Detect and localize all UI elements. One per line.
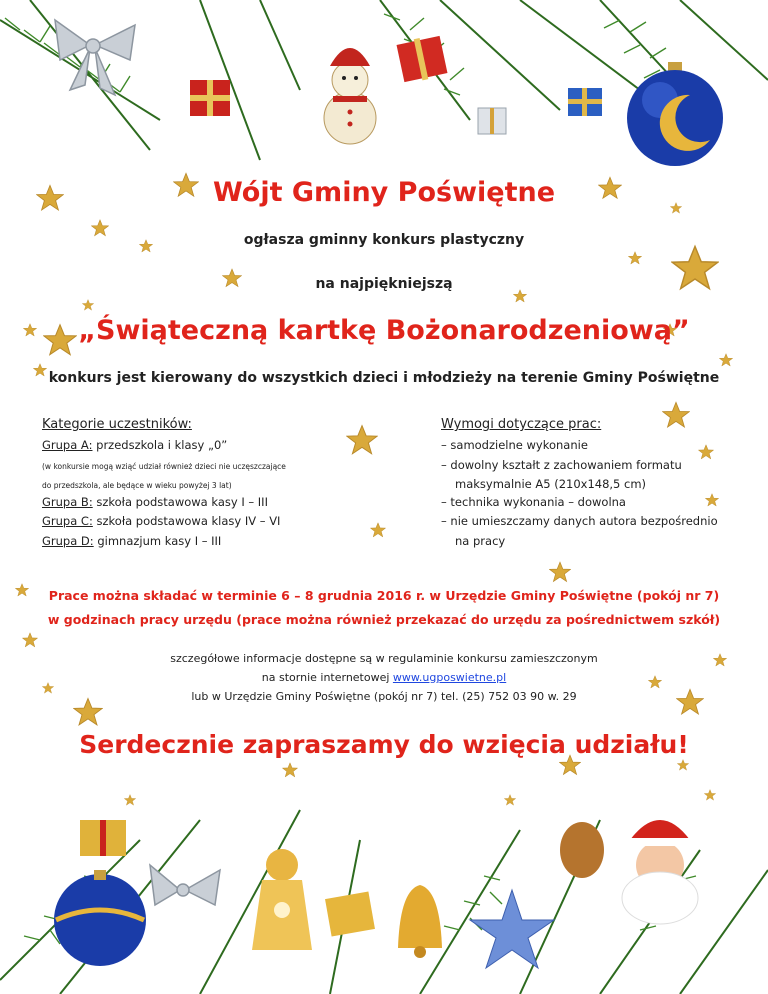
- gold-star-icon: [22, 632, 38, 648]
- gold-gift-icon: [325, 891, 375, 936]
- gold-star-icon: [698, 444, 714, 460]
- red-gift-icon: [190, 80, 230, 116]
- group-d-label: Grupa D:: [42, 534, 94, 548]
- silver-gift-icon: [478, 108, 506, 134]
- gold-gift-icon: [80, 820, 126, 856]
- gold-star-icon: [282, 762, 298, 778]
- requirements-heading: Wymogi dotyczące prac:: [441, 417, 602, 432]
- gold-star-icon: [124, 794, 136, 806]
- group-a-text: przedszkola i klasy „0”: [92, 438, 228, 452]
- group-d-text: gimnazjum kasy I – III: [93, 534, 222, 548]
- gold-star-icon: [549, 561, 571, 583]
- group-b: [42, 495, 268, 509]
- gold-star-icon: [662, 401, 690, 429]
- group-a-note: do przedszkola, ale będące w wieku powyżej 3 lat): [42, 481, 232, 490]
- requirement-item: – nie umieszczamy danych autora bezpośrednio: [441, 514, 718, 528]
- gold-star-icon: [82, 299, 94, 311]
- deadline-text: Prace można składać w terminie 6 – 8 grudnia 2016 r. w Urzędzie Gminy Poświętne (pokój nr 7): [48, 588, 720, 603]
- contest-name: „Świąteczną kartkę Bożonarodzeniową”: [78, 315, 690, 346]
- group-c-label: Grupa C:: [42, 514, 93, 528]
- info-text: lub w Urzędzie Gminy Poświętne (pokój nr 7) tel. (25) 752 03 90 w. 29: [191, 690, 577, 703]
- requirement-item: – dowolny kształt z zachowaniem formatu: [441, 458, 682, 472]
- categories-heading: Kategorie uczestników:: [42, 417, 192, 432]
- christmas-decoration-bottom: [0, 780, 768, 994]
- gold-bell-icon: [398, 885, 442, 958]
- deadline-text: w godzinach pracy urzędu (prace można również przekazać do urzędu za pośrednictwem szkół): [47, 612, 721, 627]
- page-title: Wójt Gminy Poświętne: [212, 177, 556, 208]
- group-d: [42, 534, 221, 548]
- requirement-item: – technika wykonania – dowolna: [441, 495, 626, 509]
- gold-star-icon: [719, 353, 733, 367]
- christmas-decoration-top: [0, 0, 768, 175]
- snowman-ornament-icon: [324, 48, 376, 144]
- requirement-item: – samodzielne wykonanie: [441, 438, 588, 452]
- group-c-text: szkoła podstawowa klasy IV – VI: [92, 514, 281, 528]
- info-text-prefix: na stornie internetowej: [261, 671, 393, 684]
- blue-bauble-icon: [627, 62, 723, 166]
- gold-star-icon: [704, 789, 716, 801]
- group-a-note: (w konkursie mogą wziąć udział również dzieci nie uczęszczające: [42, 462, 286, 471]
- requirement-item: maksymalnie A5 (210x148,5 cm): [455, 477, 647, 491]
- red-gift-icon: [397, 36, 448, 82]
- group-a: [42, 438, 227, 452]
- info-text: szczegółowe informacje dostępne są w regulaminie konkursu zamieszczonym: [170, 652, 598, 665]
- announcement-line: na najpiękniejszą: [315, 276, 453, 292]
- website-link[interactable]: www.ugposwietne.pl: [392, 671, 507, 684]
- group-c: [42, 514, 280, 528]
- gold-star-icon: [677, 759, 689, 771]
- gold-star-icon: [628, 251, 642, 265]
- blue-bauble-icon: [54, 870, 146, 966]
- gold-star-icon: [370, 522, 386, 538]
- gold-star-icon: [346, 424, 378, 456]
- announcement-line: ogłasza gminny konkurs plastyczny: [243, 232, 525, 248]
- gold-star-icon: [504, 794, 516, 806]
- group-b-label: Grupa B:: [42, 495, 93, 509]
- info-text: [0, 671, 768, 684]
- angel-ornament-icon: [252, 849, 312, 950]
- blue-star-icon: [470, 890, 554, 968]
- closing-invitation: Serdecznie zapraszamy do wzięcia udziału!: [79, 730, 689, 759]
- blue-gift-icon: [568, 88, 602, 116]
- gold-star-icon: [705, 493, 719, 507]
- pinecone-icon: [560, 822, 604, 878]
- group-b-text: szkoła podstawowa kasy I – III: [92, 495, 268, 509]
- audience-text: konkurs jest kierowany do wszystkich dzieci i młodzieży na terenie Gminy Poświętne: [48, 370, 720, 386]
- requirement-item: na pracy: [455, 534, 506, 548]
- santa-ornament-icon: [622, 820, 698, 924]
- group-a-label: Grupa A:: [42, 438, 93, 452]
- silver-bow-icon: [150, 865, 220, 905]
